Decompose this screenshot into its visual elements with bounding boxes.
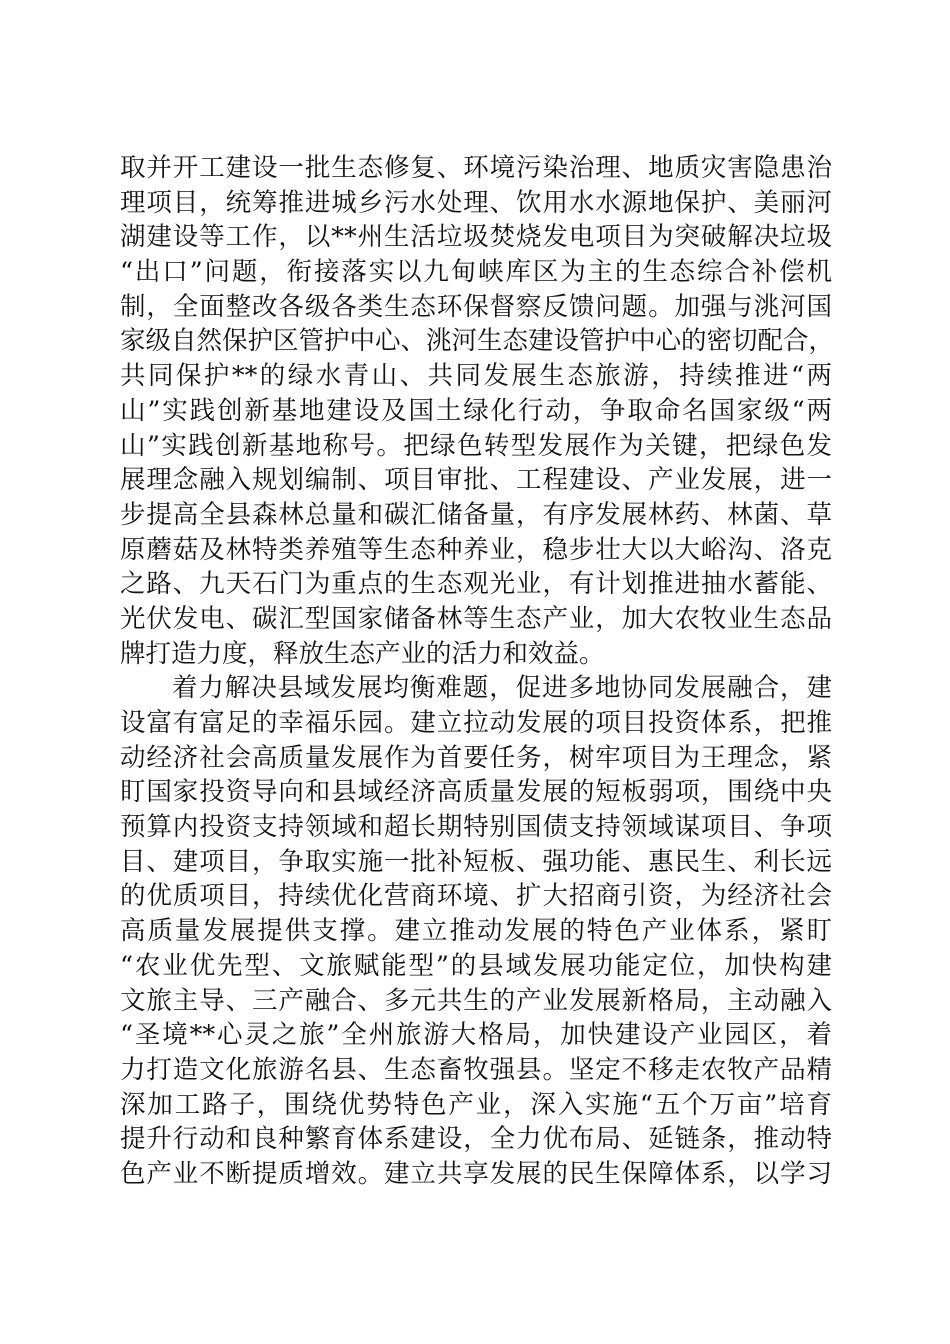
text-line: 提升行动和良种繁育体系建设，全力优布局、延链条，推动特 [120, 1124, 832, 1155]
text-line: 动经济社会高质量发展作为首要任务，树牢项目为王理念，紧 [120, 742, 832, 773]
text-line: “圣境**心灵之旅”全州旅游大格局，加快建设产业园区，着 [120, 1020, 832, 1051]
text-line: 展理念融入规划编制、项目审批、工程建设、产业发展，进一 [120, 465, 832, 496]
text-line: 原蘑菇及林特类养殖等生态种养业，稳步壮大以大峪沟、洛克 [120, 534, 832, 565]
text-line: 色产业不断提质增效。建立共享发展的民生保障体系，以学习 [120, 1158, 832, 1189]
text-line: 文旅主导、三产融合、多元共生的产业发展新格局，主动融入 [120, 985, 832, 1016]
text-line: 之路、九天石门为重点的生态观光业，有计划推进抽水蓄能、 [120, 569, 832, 600]
text-line: 山”实践创新基地建设及国土绿化行动，争取命名国家级“两 [120, 395, 832, 426]
text-line: 家级自然保护区管护中心、洮河生态建设管护中心的密切配合， [120, 326, 835, 357]
text-line: 光伏发电、碳汇型国家储备林等生态产业，加大农牧业生态品 [120, 603, 832, 634]
text-line: 取并开工建设一批生态修复、环境污染治理、地质灾害隐患治 [120, 153, 832, 183]
text-line: 制，全面整改各级各类生态环保督察反馈问题。加强与洮河国 [120, 291, 832, 322]
text-line: 高质量发展提供支撑。建立推动发展的特色产业体系，紧盯 [120, 916, 832, 947]
text-line: 山”实践创新基地称号。把绿色转型发展作为关键，把绿色发 [120, 430, 832, 461]
text-line: 湖建设等工作，以**州生活垃圾焚烧发电项目为突破解决垃圾 [120, 222, 832, 253]
text-line: 共同保护**的绿水青山、共同发展生态旅游，持续推进“两 [120, 361, 832, 392]
text-line: “出口”问题，衔接落实以九甸峡库区为主的生态综合补偿机 [120, 257, 832, 288]
text-line: 目、建项目，争取实施一批补短板、强功能、惠民生、利长远 [120, 846, 832, 877]
text-line: 深加工路子，围绕优势特色产业，深入实施“五个万亩”培育 [120, 1089, 832, 1120]
text-line: 步提高全县森林总量和碳汇储备量，有序发展林药、林菌、草 [120, 499, 832, 530]
paragraph-end-line: 牌打造力度，释放生态产业的活力和效益。 [120, 638, 605, 669]
text-line: 盯国家投资导向和县域经济高质量发展的短板弱项，围绕中央 [120, 777, 832, 808]
text-line: 预算内投资支持领域和超长期特别国债支持领域谋项目、争项 [120, 812, 832, 843]
text-line: “农业优先型、文旅赋能型”的县域发展功能定位，加快构建 [120, 950, 832, 981]
text-line: 设富有富足的幸福乐园。建立拉动发展的项目投资体系，把推 [120, 708, 832, 738]
text-line: 的优质项目，持续优化营商环境、扩大招商引资，为经济社会 [120, 881, 832, 912]
body-text [120, 151, 835, 1192]
text-line: 理项目，统筹推进城乡污水处理、饮用水水源地保护、美丽河 [120, 187, 832, 218]
paragraph-first-line: 着力解决县域发展均衡难题，促进多地协同发展融合，建 [172, 673, 832, 704]
text-line: 力打造文化旅游名县、生态畜牧强县。坚定不移走农牧产品精 [120, 1054, 832, 1085]
